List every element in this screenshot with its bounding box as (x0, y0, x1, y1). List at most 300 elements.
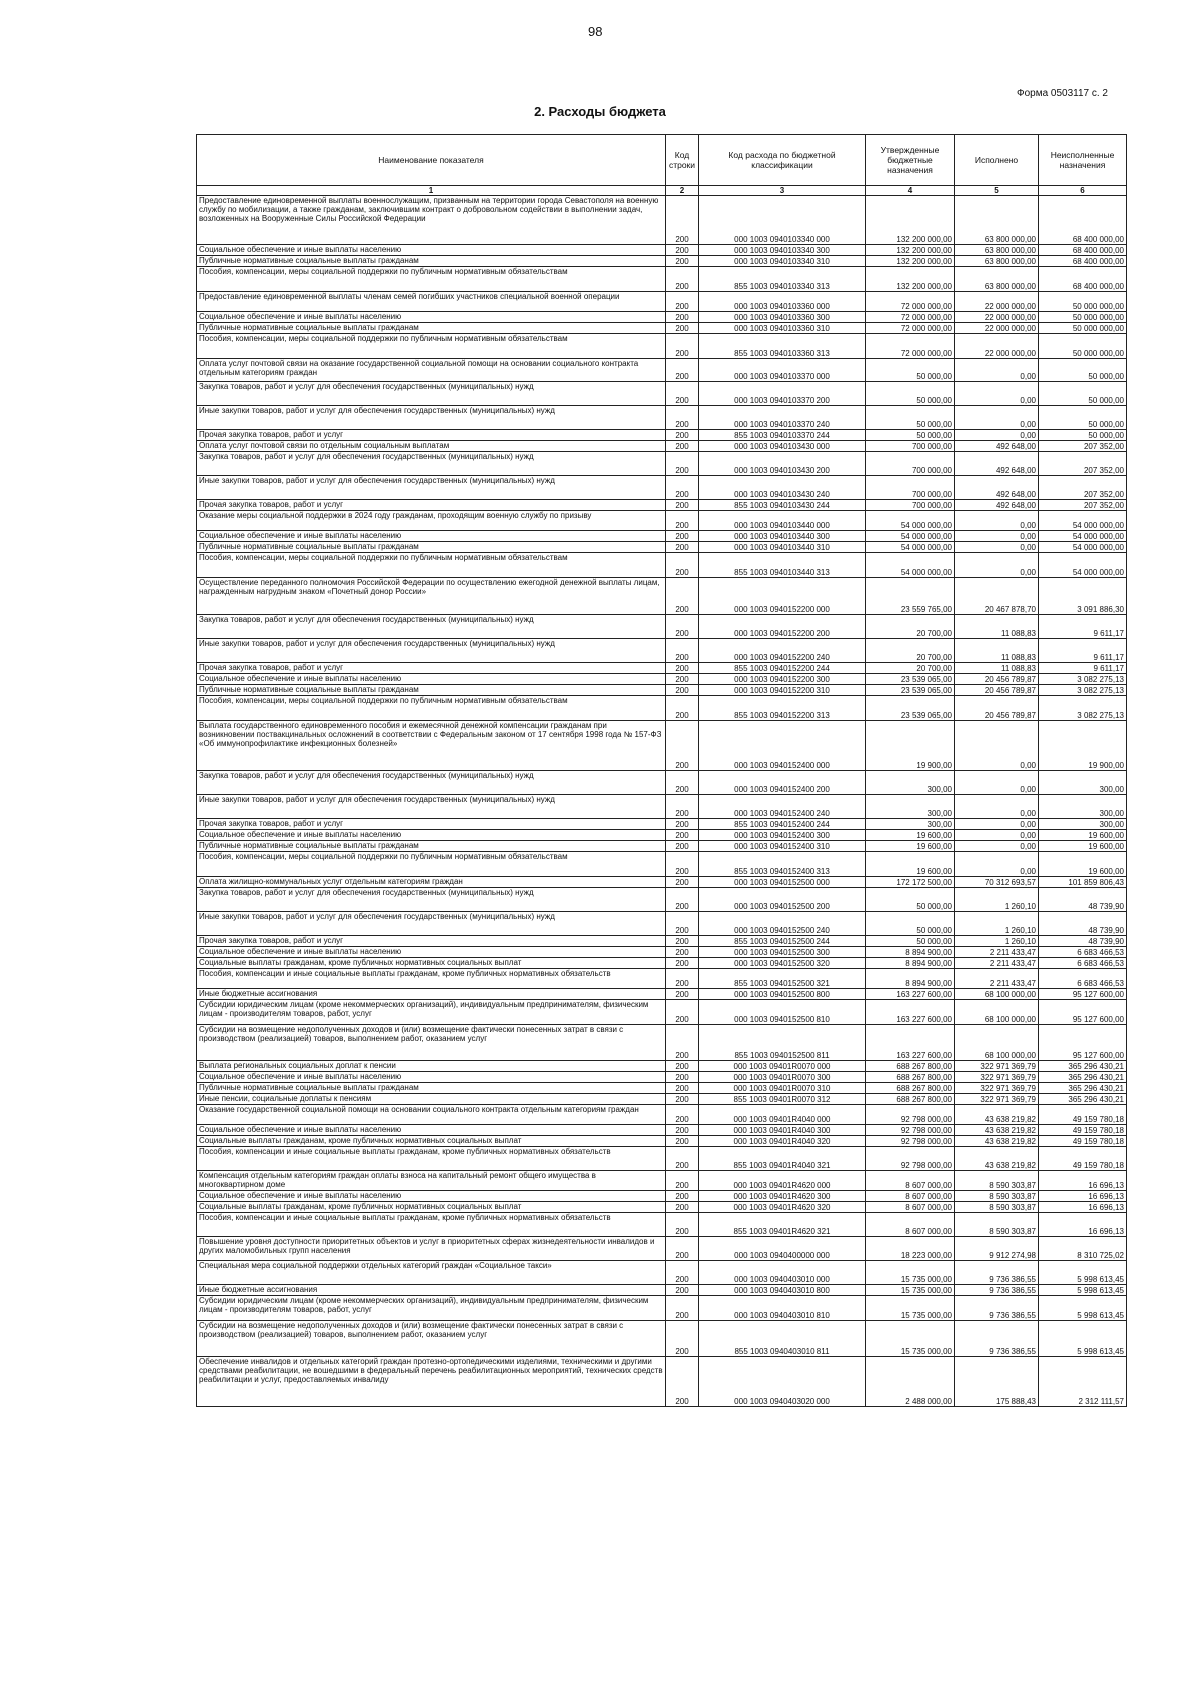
executed-amount: 0,00 (955, 819, 1039, 830)
approved-amount: 688 267 800,00 (866, 1083, 955, 1094)
unexecuted-amount: 6 683 466,53 (1039, 958, 1127, 969)
budget-code: 855 1003 0940103340 313 (699, 267, 866, 292)
approved-amount: 8 607 000,00 (866, 1202, 955, 1213)
indicator-name: Публичные нормативные социальные выплаты гражданам (197, 1083, 666, 1094)
indicator-name: Предоставление единовременной выплаты членам семей погибших участников специальной военной операции (197, 292, 666, 312)
unexecuted-amount: 50 000,00 (1039, 382, 1127, 406)
budget-code: 000 1003 0940152500 200 (699, 888, 866, 912)
line-code: 200 (666, 1191, 699, 1202)
executed-amount: 63 800 000,00 (955, 245, 1039, 256)
table-row (197, 452, 1127, 476)
unexecuted-amount: 16 696,13 (1039, 1213, 1127, 1237)
executed-amount: 22 000 000,00 (955, 292, 1039, 312)
indicator-name: Иные бюджетные ассигнования (197, 989, 666, 1000)
indicator-name: Закупка товаров, работ и услуг для обеспечения государственных (муниципальных) нужд (197, 382, 666, 406)
indicator-name: Иные закупки товаров, работ и услуг для обеспечения государственных (муниципальных) нужд (197, 476, 666, 500)
approved-amount: 300,00 (866, 795, 955, 819)
table-row (197, 553, 1127, 578)
budget-code: 000 1003 0940103440 000 (699, 511, 866, 531)
approved-amount: 15 735 000,00 (866, 1261, 955, 1285)
table-row (197, 531, 1127, 542)
executed-amount: 43 638 219,82 (955, 1136, 1039, 1147)
table-row (197, 912, 1127, 936)
unexecuted-amount: 68 400 000,00 (1039, 256, 1127, 267)
budget-code: 855 1003 0940152400 244 (699, 819, 866, 830)
indicator-name: Иные бюджетные ассигнования (197, 1285, 666, 1296)
unexecuted-amount: 300,00 (1039, 771, 1127, 795)
line-code: 200 (666, 452, 699, 476)
executed-amount: 0,00 (955, 852, 1039, 877)
budget-code: 000 1003 09401R4620 320 (699, 1202, 866, 1213)
indicator-name: Социальное обеспечение и иные выплаты населению (197, 531, 666, 542)
indicator-name: Пособия, компенсации и иные социальные выплаты гражданам, кроме публичных нормативных обязательств (197, 1147, 666, 1171)
executed-amount: 68 100 000,00 (955, 1025, 1039, 1061)
unexecuted-amount: 5 998 613,45 (1039, 1261, 1127, 1285)
unexecuted-amount: 207 352,00 (1039, 476, 1127, 500)
approved-amount: 50 000,00 (866, 430, 955, 441)
indicator-name: Социальные выплаты гражданам, кроме публичных нормативных социальных выплат (197, 1136, 666, 1147)
col-header-name: Наименование показателя (197, 135, 666, 186)
indicator-name: Субсидии на возмещение недополученных доходов и (или) возмещение фактически понесенных затрат в связи с производством (реализацией) товаров, выполнением работ, оказанием услуг (197, 1321, 666, 1357)
line-code: 200 (666, 531, 699, 542)
table-row (197, 936, 1127, 947)
approved-amount: 23 539 065,00 (866, 696, 955, 721)
line-code: 200 (666, 500, 699, 511)
unexecuted-amount: 6 683 466,53 (1039, 947, 1127, 958)
budget-code: 000 1003 09401R0070 000 (699, 1061, 866, 1072)
unexecuted-amount: 49 159 780,18 (1039, 1125, 1127, 1136)
executed-amount: 0,00 (955, 795, 1039, 819)
unexecuted-amount: 54 000 000,00 (1039, 553, 1127, 578)
budget-code: 000 1003 0940152400 300 (699, 830, 866, 841)
budget-code: 000 1003 0940152200 000 (699, 578, 866, 615)
line-code: 200 (666, 852, 699, 877)
table-row (197, 771, 1127, 795)
unexecuted-amount: 50 000,00 (1039, 359, 1127, 382)
unexecuted-amount: 300,00 (1039, 795, 1127, 819)
approved-amount: 54 000 000,00 (866, 511, 955, 531)
unexecuted-amount: 49 159 780,18 (1039, 1147, 1127, 1171)
line-code: 200 (666, 1321, 699, 1357)
executed-amount: 68 100 000,00 (955, 1000, 1039, 1025)
table-row (197, 1094, 1127, 1105)
executed-amount: 0,00 (955, 511, 1039, 531)
approved-amount: 700 000,00 (866, 500, 955, 511)
budget-code: 855 1003 0940103370 244 (699, 430, 866, 441)
budget-code: 000 1003 09401R4040 300 (699, 1125, 866, 1136)
indicator-name: Социальное обеспечение и иные выплаты населению (197, 674, 666, 685)
executed-amount: 492 648,00 (955, 441, 1039, 452)
executed-amount: 322 971 369,79 (955, 1094, 1039, 1105)
executed-amount: 492 648,00 (955, 476, 1039, 500)
line-code: 200 (666, 819, 699, 830)
table-row (197, 1072, 1127, 1083)
executed-amount: 22 000 000,00 (955, 323, 1039, 334)
executed-amount: 43 638 219,82 (955, 1105, 1039, 1125)
budget-code: 000 1003 0940103440 300 (699, 531, 866, 542)
col-header-approved: Утвержденные бюджетные назначения (866, 135, 955, 186)
table-row (197, 947, 1127, 958)
budget-code: 000 1003 0940152400 310 (699, 841, 866, 852)
approved-amount: 163 227 600,00 (866, 1025, 955, 1061)
table-row (197, 441, 1127, 452)
table-row (197, 1296, 1127, 1321)
approved-amount: 50 000,00 (866, 888, 955, 912)
budget-code: 000 1003 0940403010 000 (699, 1261, 866, 1285)
table-row (197, 1321, 1127, 1357)
executed-amount: 0,00 (955, 430, 1039, 441)
line-code: 200 (666, 292, 699, 312)
table-row (197, 382, 1127, 406)
table-row (197, 830, 1127, 841)
line-code: 200 (666, 1105, 699, 1125)
budget-code: 855 1003 09401R4620 321 (699, 1213, 866, 1237)
unexecuted-amount: 50 000,00 (1039, 406, 1127, 430)
approved-amount: 8 894 900,00 (866, 947, 955, 958)
table-row (197, 292, 1127, 312)
executed-amount: 9 736 386,55 (955, 1296, 1039, 1321)
approved-amount: 163 227 600,00 (866, 1000, 955, 1025)
budget-code: 855 1003 0940403010 811 (699, 1321, 866, 1357)
budget-code: 000 1003 0940152500 320 (699, 958, 866, 969)
unexecuted-amount: 101 859 806,43 (1039, 877, 1127, 888)
budget-code: 000 1003 0940152500 300 (699, 947, 866, 958)
approved-amount: 19 600,00 (866, 830, 955, 841)
unexecuted-amount: 19 900,00 (1039, 721, 1127, 771)
line-code: 200 (666, 1147, 699, 1171)
line-code: 200 (666, 542, 699, 553)
budget-code: 000 1003 0940152200 300 (699, 674, 866, 685)
indicator-name: Пособия, компенсации, меры социальной поддержки по публичным нормативным обязательствам (197, 334, 666, 359)
executed-amount: 492 648,00 (955, 500, 1039, 511)
indicator-name: Пособия, компенсации, меры социальной поддержки по публичным нормативным обязательствам (197, 852, 666, 877)
indicator-name: Прочая закупка товаров, работ и услуг (197, 430, 666, 441)
approved-amount: 54 000 000,00 (866, 542, 955, 553)
line-code: 200 (666, 476, 699, 500)
executed-amount: 1 260,10 (955, 912, 1039, 936)
unexecuted-amount: 48 739,90 (1039, 936, 1127, 947)
indicator-name: Социальное обеспечение и иные выплаты населению (197, 245, 666, 256)
approved-amount: 15 735 000,00 (866, 1321, 955, 1357)
indicator-name: Публичные нормативные социальные выплаты гражданам (197, 323, 666, 334)
executed-amount: 22 000 000,00 (955, 334, 1039, 359)
line-code: 200 (666, 1357, 699, 1407)
line-code: 200 (666, 958, 699, 969)
table-row (197, 989, 1127, 1000)
line-code: 200 (666, 888, 699, 912)
unexecuted-amount: 365 296 430,21 (1039, 1072, 1127, 1083)
indicator-name: Прочая закупка товаров, работ и услуг (197, 663, 666, 674)
table-row (197, 359, 1127, 382)
indicator-name: Оплата услуг почтовой связи на оказание государственной социальной помощи на основании социального контракта отдельным категориям граждан (197, 359, 666, 382)
indicator-name: Пособия, компенсации и иные социальные выплаты гражданам, кроме публичных нормативных обязательств (197, 1213, 666, 1237)
line-code: 200 (666, 430, 699, 441)
unexecuted-amount: 19 600,00 (1039, 830, 1127, 841)
indicator-name: Социальные выплаты гражданам, кроме публичных нормативных социальных выплат (197, 958, 666, 969)
line-code: 200 (666, 323, 699, 334)
col-number: 6 (1039, 186, 1127, 196)
budget-code: 000 1003 0940103360 000 (699, 292, 866, 312)
table-row (197, 888, 1127, 912)
line-code: 200 (666, 1072, 699, 1083)
indicator-name: Закупка товаров, работ и услуг для обеспечения государственных (муниципальных) нужд (197, 771, 666, 795)
budget-code: 000 1003 0940103430 240 (699, 476, 866, 500)
table-row (197, 639, 1127, 663)
executed-amount: 11 088,83 (955, 615, 1039, 639)
unexecuted-amount: 9 611,17 (1039, 615, 1127, 639)
executed-amount: 9 912 274,98 (955, 1237, 1039, 1261)
approved-amount: 18 223 000,00 (866, 1237, 955, 1261)
page-number: 98 (588, 24, 603, 39)
executed-amount: 8 590 303,87 (955, 1202, 1039, 1213)
executed-amount: 322 971 369,79 (955, 1083, 1039, 1094)
approved-amount: 50 000,00 (866, 936, 955, 947)
budget-code: 855 1003 0940103360 313 (699, 334, 866, 359)
table-row (197, 1202, 1127, 1213)
approved-amount: 54 000 000,00 (866, 531, 955, 542)
budget-code: 000 1003 0940103340 300 (699, 245, 866, 256)
budget-code: 855 1003 09401R0070 312 (699, 1094, 866, 1105)
line-code: 200 (666, 1202, 699, 1213)
unexecuted-amount: 19 600,00 (1039, 852, 1127, 877)
unexecuted-amount: 50 000,00 (1039, 430, 1127, 441)
unexecuted-amount: 5 998 613,45 (1039, 1296, 1127, 1321)
budget-code: 000 1003 0940103370 000 (699, 359, 866, 382)
line-code: 200 (666, 1285, 699, 1296)
budget-code: 000 1003 0940403010 810 (699, 1296, 866, 1321)
unexecuted-amount: 48 739,90 (1039, 912, 1127, 936)
unexecuted-amount: 49 159 780,18 (1039, 1105, 1127, 1125)
approved-amount: 132 200 000,00 (866, 256, 955, 267)
budget-code: 000 1003 0940152500 800 (699, 989, 866, 1000)
indicator-name: Субсидии юридическим лицам (кроме некоммерческих организаций), индивидуальным предпринимателям, физическим лицам - производителям товаров, работ, услуг (197, 1296, 666, 1321)
executed-amount: 0,00 (955, 841, 1039, 852)
unexecuted-amount: 95 127 600,00 (1039, 989, 1127, 1000)
approved-amount: 50 000,00 (866, 359, 955, 382)
indicator-name: Иные пенсии, социальные доплаты к пенсиям (197, 1094, 666, 1105)
table-row (197, 476, 1127, 500)
table-row (197, 674, 1127, 685)
indicator-name: Иные закупки товаров, работ и услуг для обеспечения государственных (муниципальных) нужд (197, 406, 666, 430)
indicator-name: Иные закупки товаров, работ и услуг для обеспечения государственных (муниципальных) нужд (197, 795, 666, 819)
approved-amount: 23 539 065,00 (866, 685, 955, 696)
budget-code: 855 1003 0940152200 244 (699, 663, 866, 674)
indicator-name: Пособия, компенсации, меры социальной поддержки по публичным нормативным обязательствам (197, 553, 666, 578)
unexecuted-amount: 300,00 (1039, 819, 1127, 830)
budget-code: 000 1003 0940103440 310 (699, 542, 866, 553)
line-code: 200 (666, 615, 699, 639)
col-number: 3 (699, 186, 866, 196)
executed-amount: 43 638 219,82 (955, 1125, 1039, 1136)
executed-amount: 492 648,00 (955, 452, 1039, 476)
indicator-name: Специальная мера социальной поддержки отдельных категорий граждан «Социальное такси» (197, 1261, 666, 1285)
table-row (197, 852, 1127, 877)
approved-amount: 688 267 800,00 (866, 1061, 955, 1072)
unexecuted-amount: 16 696,13 (1039, 1171, 1127, 1191)
column-number-row (197, 186, 1127, 196)
approved-amount: 688 267 800,00 (866, 1094, 955, 1105)
approved-amount: 72 000 000,00 (866, 312, 955, 323)
table-row (197, 542, 1127, 553)
executed-amount: 63 800 000,00 (955, 196, 1039, 245)
table-row (197, 312, 1127, 323)
budget-code: 000 1003 09401R4620 300 (699, 1191, 866, 1202)
unexecuted-amount: 54 000 000,00 (1039, 531, 1127, 542)
executed-amount: 2 211 433,47 (955, 947, 1039, 958)
budget-code: 000 1003 09401R4040 320 (699, 1136, 866, 1147)
indicator-name: Осуществление переданного полномочия Российской Федерации по осуществлению ежегодной денежной выплаты лицам, награжденным нагрудным знаком «Почетный донор России» (197, 578, 666, 615)
unexecuted-amount: 9 611,17 (1039, 663, 1127, 674)
unexecuted-amount: 5 998 613,45 (1039, 1285, 1127, 1296)
table-row (197, 1237, 1127, 1261)
line-code: 200 (666, 936, 699, 947)
unexecuted-amount: 95 127 600,00 (1039, 1025, 1127, 1061)
line-code: 200 (666, 841, 699, 852)
approved-amount: 20 700,00 (866, 615, 955, 639)
approved-amount: 19 600,00 (866, 841, 955, 852)
budget-code: 000 1003 0940403020 000 (699, 1357, 866, 1407)
budget-code: 000 1003 0940103360 300 (699, 312, 866, 323)
executed-amount: 1 260,10 (955, 888, 1039, 912)
executed-amount: 0,00 (955, 542, 1039, 553)
indicator-name: Публичные нормативные социальные выплаты гражданам (197, 841, 666, 852)
col-number: 4 (866, 186, 955, 196)
table-row (197, 1147, 1127, 1171)
budget-code: 855 1003 0940103430 244 (699, 500, 866, 511)
table-row (197, 841, 1127, 852)
unexecuted-amount: 9 611,17 (1039, 639, 1127, 663)
budget-code: 000 1003 0940103370 240 (699, 406, 866, 430)
approved-amount: 19 600,00 (866, 852, 955, 877)
table-row (197, 1357, 1127, 1407)
indicator-name: Оплата жилищно-коммунальных услуг отдельным категориям граждан (197, 877, 666, 888)
line-code: 200 (666, 969, 699, 989)
budget-code: 855 1003 0940152500 244 (699, 936, 866, 947)
line-code: 200 (666, 877, 699, 888)
unexecuted-amount: 3 082 275,13 (1039, 696, 1127, 721)
executed-amount: 0,00 (955, 771, 1039, 795)
executed-amount: 322 971 369,79 (955, 1061, 1039, 1072)
approved-amount: 92 798 000,00 (866, 1136, 955, 1147)
approved-amount: 700 000,00 (866, 441, 955, 452)
budget-code: 000 1003 0940103340 310 (699, 256, 866, 267)
approved-amount: 23 539 065,00 (866, 674, 955, 685)
indicator-name: Обеспечение инвалидов и отдельных категорий граждан протезно-ортопедическими изделиями, техническими и другими средствами реабилитации, не вошедшими в федеральный перечень реабилитационных мероприятий, технических средств реабилитации и услуг, предоставляемых инвалиду (197, 1357, 666, 1407)
unexecuted-amount: 68 400 000,00 (1039, 196, 1127, 245)
unexecuted-amount: 365 296 430,21 (1039, 1094, 1127, 1105)
line-code: 200 (666, 245, 699, 256)
approved-amount: 50 000,00 (866, 912, 955, 936)
executed-amount: 0,00 (955, 382, 1039, 406)
unexecuted-amount: 54 000 000,00 (1039, 542, 1127, 553)
line-code: 200 (666, 1296, 699, 1321)
budget-code: 000 1003 0940152200 240 (699, 639, 866, 663)
executed-amount: 22 000 000,00 (955, 312, 1039, 323)
executed-amount: 2 211 433,47 (955, 958, 1039, 969)
executed-amount: 20 456 789,87 (955, 674, 1039, 685)
table-row (197, 256, 1127, 267)
unexecuted-amount: 19 600,00 (1039, 841, 1127, 852)
line-code: 200 (666, 1136, 699, 1147)
unexecuted-amount: 365 296 430,21 (1039, 1083, 1127, 1094)
line-code: 200 (666, 267, 699, 292)
executed-amount: 0,00 (955, 406, 1039, 430)
approved-amount: 72 000 000,00 (866, 334, 955, 359)
indicator-name: Пособия, компенсации и иные социальные выплаты гражданам, кроме публичных нормативных обязательств (197, 969, 666, 989)
line-code: 200 (666, 511, 699, 531)
indicator-name: Прочая закупка товаров, работ и услуг (197, 819, 666, 830)
budget-code: 000 1003 0940152400 240 (699, 795, 866, 819)
budget-code: 000 1003 0940152200 200 (699, 615, 866, 639)
indicator-name: Социальное обеспечение и иные выплаты населению (197, 1191, 666, 1202)
executed-amount: 8 590 303,87 (955, 1171, 1039, 1191)
unexecuted-amount: 49 159 780,18 (1039, 1136, 1127, 1147)
approved-amount: 132 200 000,00 (866, 196, 955, 245)
line-code: 200 (666, 334, 699, 359)
table-row (197, 1105, 1127, 1125)
executed-amount: 8 590 303,87 (955, 1213, 1039, 1237)
line-code: 200 (666, 406, 699, 430)
indicator-name: Социальное обеспечение и иные выплаты населению (197, 947, 666, 958)
unexecuted-amount: 2 312 111,57 (1039, 1357, 1127, 1407)
table-row (197, 1171, 1127, 1191)
unexecuted-amount: 50 000 000,00 (1039, 323, 1127, 334)
executed-amount: 322 971 369,79 (955, 1072, 1039, 1083)
approved-amount: 700 000,00 (866, 452, 955, 476)
table-row (197, 245, 1127, 256)
approved-amount: 50 000,00 (866, 406, 955, 430)
unexecuted-amount: 5 998 613,45 (1039, 1321, 1127, 1357)
table-row (197, 1061, 1127, 1072)
indicator-name: Субсидии юридическим лицам (кроме некоммерческих организаций), индивидуальным предпринимателям, физическим лицам - производителям товаров, работ, услуг (197, 1000, 666, 1025)
unexecuted-amount: 16 696,13 (1039, 1202, 1127, 1213)
line-code: 200 (666, 795, 699, 819)
executed-amount: 20 456 789,87 (955, 685, 1039, 696)
line-code: 200 (666, 674, 699, 685)
unexecuted-amount: 365 296 430,21 (1039, 1061, 1127, 1072)
executed-amount: 9 736 386,55 (955, 1285, 1039, 1296)
budget-code: 000 1003 0940103430 000 (699, 441, 866, 452)
line-code: 200 (666, 912, 699, 936)
budget-code: 000 1003 0940103340 000 (699, 196, 866, 245)
approved-amount: 300,00 (866, 819, 955, 830)
col-header-executed: Исполнено (955, 135, 1039, 186)
table-row (197, 958, 1127, 969)
executed-amount: 63 800 000,00 (955, 267, 1039, 292)
unexecuted-amount: 3 082 275,13 (1039, 674, 1127, 685)
budget-code: 000 1003 09401R4620 000 (699, 1171, 866, 1191)
indicator-name: Компенсация отдельным категориям граждан оплаты взноса на капитальный ремонт общего имущества в многоквартирном доме (197, 1171, 666, 1191)
table-row (197, 511, 1127, 531)
line-code: 200 (666, 441, 699, 452)
executed-amount: 43 638 219,82 (955, 1147, 1039, 1171)
indicator-name: Иные закупки товаров, работ и услуг для обеспечения государственных (муниципальных) нужд (197, 639, 666, 663)
indicator-name: Выплата государственного единовременного пособия и ежемесячной денежной компенсации гражданам при возникновении поствакцинальных осложнений в соответствии с Федеральным законом от 17 сентября 1998 года № 157-ФЗ «Об иммунопрофилактике инфекционных болезней» (197, 721, 666, 771)
approved-amount: 72 000 000,00 (866, 323, 955, 334)
executed-amount: 63 800 000,00 (955, 256, 1039, 267)
table-row (197, 1025, 1127, 1061)
unexecuted-amount: 68 400 000,00 (1039, 267, 1127, 292)
indicator-name: Выплата региональных социальных доплат к пенсии (197, 1061, 666, 1072)
page-title: 2. Расходы бюджета (534, 104, 666, 119)
approved-amount: 23 559 765,00 (866, 578, 955, 615)
table-row (197, 334, 1127, 359)
budget-code: 855 1003 0940152400 313 (699, 852, 866, 877)
table-row (197, 323, 1127, 334)
approved-amount: 132 200 000,00 (866, 245, 955, 256)
header-row (197, 135, 1127, 186)
executed-amount: 8 590 303,87 (955, 1191, 1039, 1202)
